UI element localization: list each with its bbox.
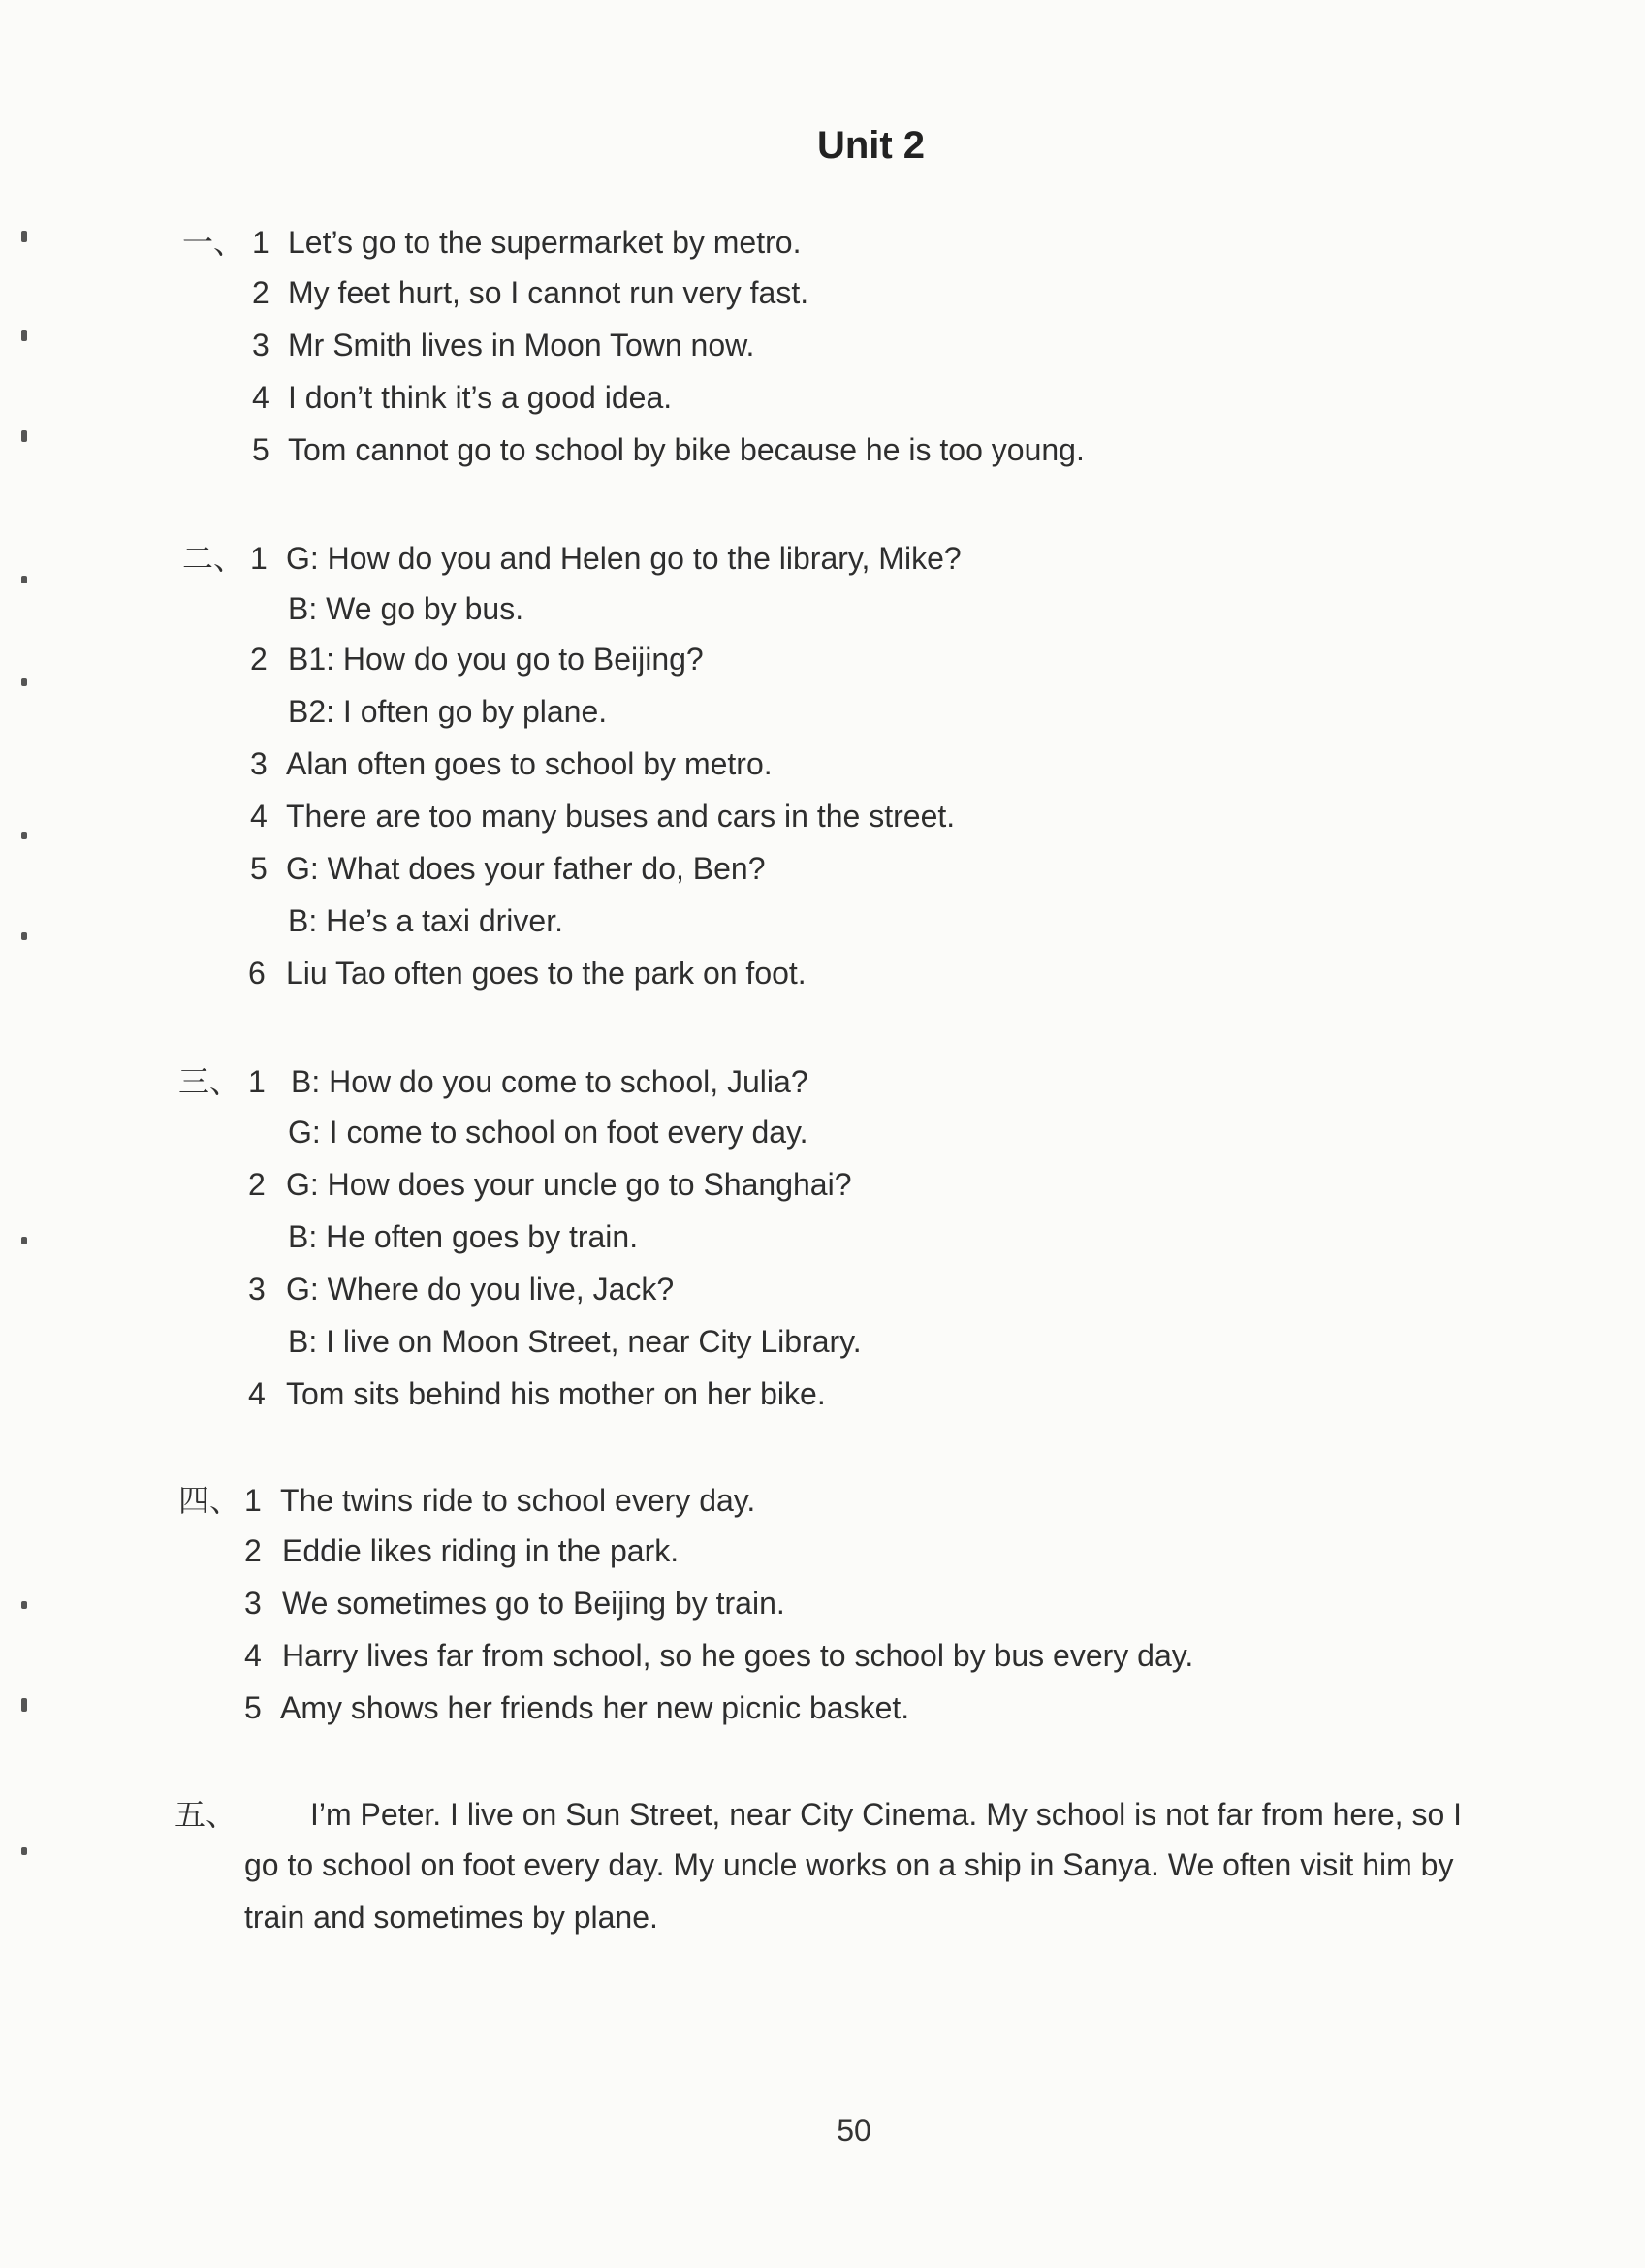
item-number: 2 [250,642,268,677]
margin-mark [21,330,27,341]
item-number: 1 [252,225,269,260]
item-text: G: I come to school on foot every day. [288,1115,808,1150]
section-label-3: 三、 [178,1064,241,1099]
item-text: B: I live on Moon Street, near City Library. [288,1324,862,1359]
margin-mark [21,832,27,839]
margin-mark [21,1237,27,1244]
item-number: 5 [250,851,268,886]
paragraph-line: I’m Peter. I live on Sun Street, near City Cinema. My school is not far from here, so I [310,1797,1463,1832]
item-text: G: How do you and Helen go to the library, Mike? [286,541,962,576]
item-text: My feet hurt, so I cannot run very fast. [288,275,809,310]
section-label-5: 五、 [174,1797,237,1832]
margin-mark [21,1601,27,1609]
item-text: Tom cannot go to school by bike because he is too young. [288,432,1085,467]
item-number: 1 [244,1483,262,1518]
item-number: 2 [248,1167,266,1202]
item-text: B2: I often go by plane. [288,694,608,729]
item-text: B1: How do you go to Beijing? [288,642,704,677]
item-number: 3 [252,328,269,362]
item-text: G: Where do you live, Jack? [286,1272,675,1307]
item-number: 6 [248,956,266,991]
section-label-2: 二、 [182,541,245,576]
item-number: 3 [250,746,268,781]
item-text: There are too many buses and cars in the street. [286,799,956,834]
item-number: 2 [252,275,269,310]
item-number: 5 [252,432,269,467]
item-number: 3 [244,1586,262,1621]
section-label-1: 一、 [182,225,245,260]
item-text: Liu Tao often goes to the park on foot. [286,956,807,991]
item-text: Eddie likes riding in the park. [282,1533,680,1568]
item-number: 5 [244,1690,262,1725]
item-text: The twins ride to school every day. [280,1483,756,1518]
paragraph-line: train and sometimes by plane. [244,1900,658,1935]
item-text: Let’s go to the supermarket by metro. [288,225,802,260]
item-text: B: We go by bus. [288,591,524,626]
item-text: Mr Smith lives in Moon Town now. [288,328,755,362]
item-number: 1 [250,541,268,576]
item-number: 4 [252,380,269,415]
item-number: 2 [244,1533,262,1568]
page-title: Unit 2 [816,124,926,167]
item-text: I don’t think it’s a good idea. [288,380,673,415]
paragraph-line: go to school on foot every day. My uncle works on a ship in Sanya. We often visit him by [244,1847,1454,1882]
page-number: 50 [837,2113,871,2148]
margin-mark [21,231,27,242]
item-text: B: How do you come to school, Julia? [291,1064,808,1099]
item-text: We sometimes go to Beijing by train. [282,1586,785,1621]
section-label-4: 四、 [178,1483,241,1518]
item-text: Harry lives far from school, so he goes to school by bus every day. [282,1638,1194,1673]
item-text: B: He often goes by train. [288,1219,639,1254]
item-number: 4 [244,1638,262,1673]
item-text: Tom sits behind his mother on her bike. [286,1376,826,1411]
item-text: G: How does your uncle go to Shanghai? [286,1167,852,1202]
item-number: 3 [248,1272,266,1307]
margin-mark [21,1698,27,1712]
item-text: G: What does your father do, Ben? [286,851,766,886]
margin-mark [21,932,27,940]
item-number: 4 [250,799,268,834]
margin-mark [21,1847,27,1855]
item-text: Amy shows her friends her new picnic basket. [280,1690,910,1725]
item-number: 4 [248,1376,266,1411]
item-text: Alan often goes to school by metro. [286,746,773,781]
margin-mark [21,576,27,583]
margin-mark [21,678,27,686]
item-number: 1 [248,1064,266,1099]
margin-mark [21,430,27,442]
item-text: B: He’s a taxi driver. [288,903,563,938]
